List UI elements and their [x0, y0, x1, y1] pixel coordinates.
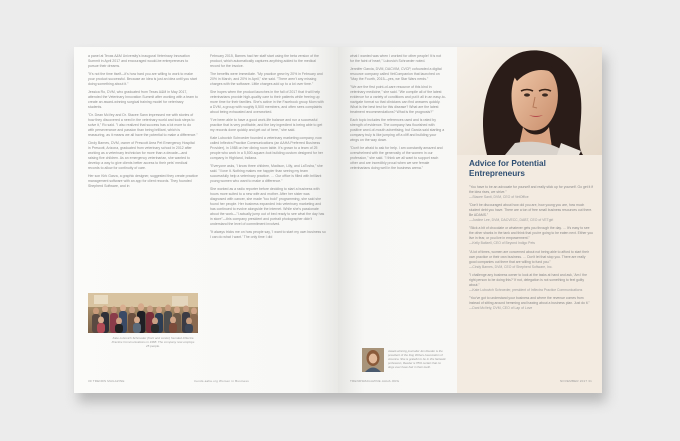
team-photo	[88, 293, 198, 333]
quote-item	[469, 226, 593, 246]
quote-text: "Don't be discouraged about how old you are, how young you are, how much student debt you have. There are a ton of free small business resources out there. Be ADAMS."	[469, 203, 593, 218]
quote-text: "I challenge any business owner to look at the tasks at hand and ask, 'Am I the right person to be doing this?' If not, delegation is not something to feel guilty about."	[469, 272, 587, 287]
quote-attribution: —Justine Lee, DVM, DACVECC, DABT, CEO of VETgirl	[469, 218, 554, 223]
paragraph: She worked as a radio reporter before deciding to start a business with hours more suited to a new wife and mother. After her sister was diagnosed with cancer, she made "too bold" programming, she said she found her people. Her business expanded into veterinary marketing and has continued to evolve alongside the internet. While she's passionate about the work—"I actually jump out of bed ready to see what the day has in store"—this company president and portrait photographer didn't understand the level of commitment involved.	[210, 186, 325, 227]
paragraph: "I've been able to have a good work-life balance and run a successful practice that is very profitable, and the key ingredient is being able to get my records done quickly and get out of here," she said.	[210, 117, 323, 132]
left-page	[74, 47, 338, 393]
paragraph: Cindy Barnes, DVM, owner of Prescott Area Pet Emergency Hospital in Prescott, Arizona, graduated from veterinary school in 2012 after working as a veterinary technician for more than a decade—and raising five children. As an emergency veterinarian, she wanted to develop a way to give clients better access to their pets' medical records to allow for continuity of care.	[88, 140, 195, 171]
quote-text: "You've got to understand your business and where the revenue comes from instead of sitting around hemming and hawing about a business plan. Just do it."	[469, 295, 590, 305]
paragraph: Jessica Ro, DVM, who graduated from Texas A&M in May 2017, attended the Veterinary Innovation Summit after working with a team to create an award-winning surgical training model for veterinary students.	[88, 89, 198, 110]
page-folio-left: 30 TRENDS MAGAZINE	[88, 379, 125, 383]
left-page-column-1	[88, 54, 198, 192]
quote-text: "You have to be an advocate for yourself and really stick up for yourself. Go get it if the idea rises, we strive."	[469, 185, 593, 194]
paragraph: The benefits were immediate. "My practice grew by 20% in February and 20% in March, and 20% in April," she said. "There aren't any missing charges with the software. Little charges add up to a lot over time."	[210, 71, 323, 87]
paragraph: "It's not the time itself—it's how hard you are willing to work to make your product successful. Because an idea is just an idea until you start doing something about it."	[88, 71, 197, 87]
paragraph: "Don't be afraid to ask for help. I am constantly amazed and overwhelmed with the generosity of the women in our profession," she said. "I think we all want to support each other and are incredibly proud when we see female veterinarians doing well in the business arena."	[350, 145, 443, 171]
advice-sidebar	[457, 47, 602, 393]
author-bio: Award-winning journalist Jen Reeder is the president of the Dog Writers Association of America. She is grateful to be in this fantastic profession, Reeder is 85% certain that no dogs ever have hair in their teeth.	[388, 349, 446, 370]
paragraph: Each topic includes the references used and is rated by strength of evidence. The company has flourished with positive word-of-mouth advertising, but Garcia said starting a company truly is like jumping off a cliff and building your wings on the way down.	[350, 117, 445, 143]
quote-attribution: —Dani McVety, DVM, CEO of Lap of Love	[469, 305, 533, 310]
illustration-woman-portrait	[457, 47, 602, 155]
quote-item	[469, 185, 593, 200]
paragraph: Jennifer Garcia, DVM, DACVIM, CVCP, cofounded a digital resource company called VetCompanion that launched on "May the Fourth, 2015—yes, we Star Wars nerds."	[350, 66, 442, 81]
author-photo	[362, 348, 384, 372]
paragraph: February 2015, Barnes had her staff start using the beta version of the product, which automatically captures anything added to the medical record for the invoice.	[210, 54, 319, 69]
paragraph: She hopes when the product launches in the fall of 2017 that it will help veterinarians provide high-quality care to their patients while freeing up more time for their families. She's active in the Facebook group Mom with a DVM, a group with roughly 5,500 members, and often sees complaints about being exhausted and overworked.	[210, 89, 324, 115]
group-of-people-image	[88, 293, 198, 333]
paragraph: a panel at Texas A&M University's inaugural Veterinary Innovation Summit in April 2017 and encouraged would-be entrepreneurs to pursue their dreams.	[88, 54, 190, 69]
quote-item	[469, 296, 593, 311]
paragraph: "It always tricks me on how people say, 'I want to start my own business so I can do what I want.' The only time I did	[210, 230, 326, 240]
right-page	[338, 47, 602, 393]
paragraph: what I wanted was when I worked for other people! It is not for the faint of heart," Lubovich Schroeder noted.	[350, 54, 442, 64]
page-folio-right: NOVEMBER 2017 31	[559, 379, 592, 383]
quote-attribution: —Kate Lubovich Schroeder, president of Inflectra Practice Communications	[469, 287, 583, 292]
advice-quotes	[469, 185, 593, 314]
right-page-column-1	[350, 54, 446, 174]
page-folio-left: TRENDSMAGAZINE.AAHA.ORG	[350, 379, 400, 383]
paragraph: "We are the first point-of-care resource of this kind in veterinary medicine," she said. "We compile all of the latest evidence for a variety of conditions and put it all in an easy-to-navigate format so that clinicians can find answers quickly. What is the best test for this disease? What are the latest treatment recommendations? What is the prognosis?"	[350, 84, 446, 115]
author-portrait-image	[362, 348, 384, 372]
magazine-spread	[74, 47, 602, 393]
page-folio-center: trends.aaha.org Women in Business	[194, 379, 249, 383]
paragraph: "Everyone asks, 'I know three children, Madison, Lilly, and LaTosha," she said. "I love it. Nothing makes me happier than seeing my team successfully help a veterinary practice. … Our office is filled with brilliant young women who want to make a difference."	[210, 163, 323, 184]
quote-text: "A lot of times, women are concerned about not being able to afford to start their own practice or their own business. … Don't let that stop you. There are really good companies out there that are willing to fund you."	[469, 249, 589, 264]
photo-caption: Kate Lubovich Schroeder (front and center) founded Inflectra Practice Communications in 1988. The company now employs 25 people.	[111, 336, 195, 349]
quote-attribution: —Stacee Santi, DVM, CEO of VetOffice	[469, 195, 529, 199]
paragraph: Her son Kirk Garza, a graphic designer, suggested they create practice management software with an app for client records. They founded Shepherd Software, and in	[88, 173, 198, 189]
illustrated-woman-image	[457, 47, 602, 155]
paragraph: "Dr. Dean McVey and Dr. Stacee Sann impressed me with stories of how they discovered a need in the veterinary world and took steps to solve it," Ro said. "I also realized that success has a lot more to do with perseverance and passion than being brilliant, which is reassuring, as it means we all have the potential to make a difference."	[88, 112, 198, 138]
paragraph: Kate Lubovich Schroeder founded a veterinary marketing company, now called Inflectra Practice Communications (an AAHA Preferred Business Provider), in 1988 on her dining room table. It's grown to a team of 25 people who work in a 5,500-square-foot building custom designed for her company in Highland, Indiana.	[210, 135, 324, 161]
quote-item	[469, 250, 593, 270]
quote-attribution: —Cindy Barnes, DVM, CEO of Shepherd Software, Inc.	[469, 264, 553, 269]
sidebar-title: Advice for Potential Entrepreneurs	[469, 159, 546, 178]
quote-attribution: —Kelly Baltzell, CEO of Beyond Indigo Pets	[469, 241, 535, 246]
quote-item	[469, 273, 593, 293]
quote-text: "Stick a bit of chocolate or whatever gets you through the day. … It's easy to see the other sharks in the tank and think that you're going to be eaten next. Either you live in fear, or you live in empowerment."	[469, 226, 593, 241]
quote-item	[469, 203, 593, 223]
left-page-column-2	[210, 54, 326, 243]
